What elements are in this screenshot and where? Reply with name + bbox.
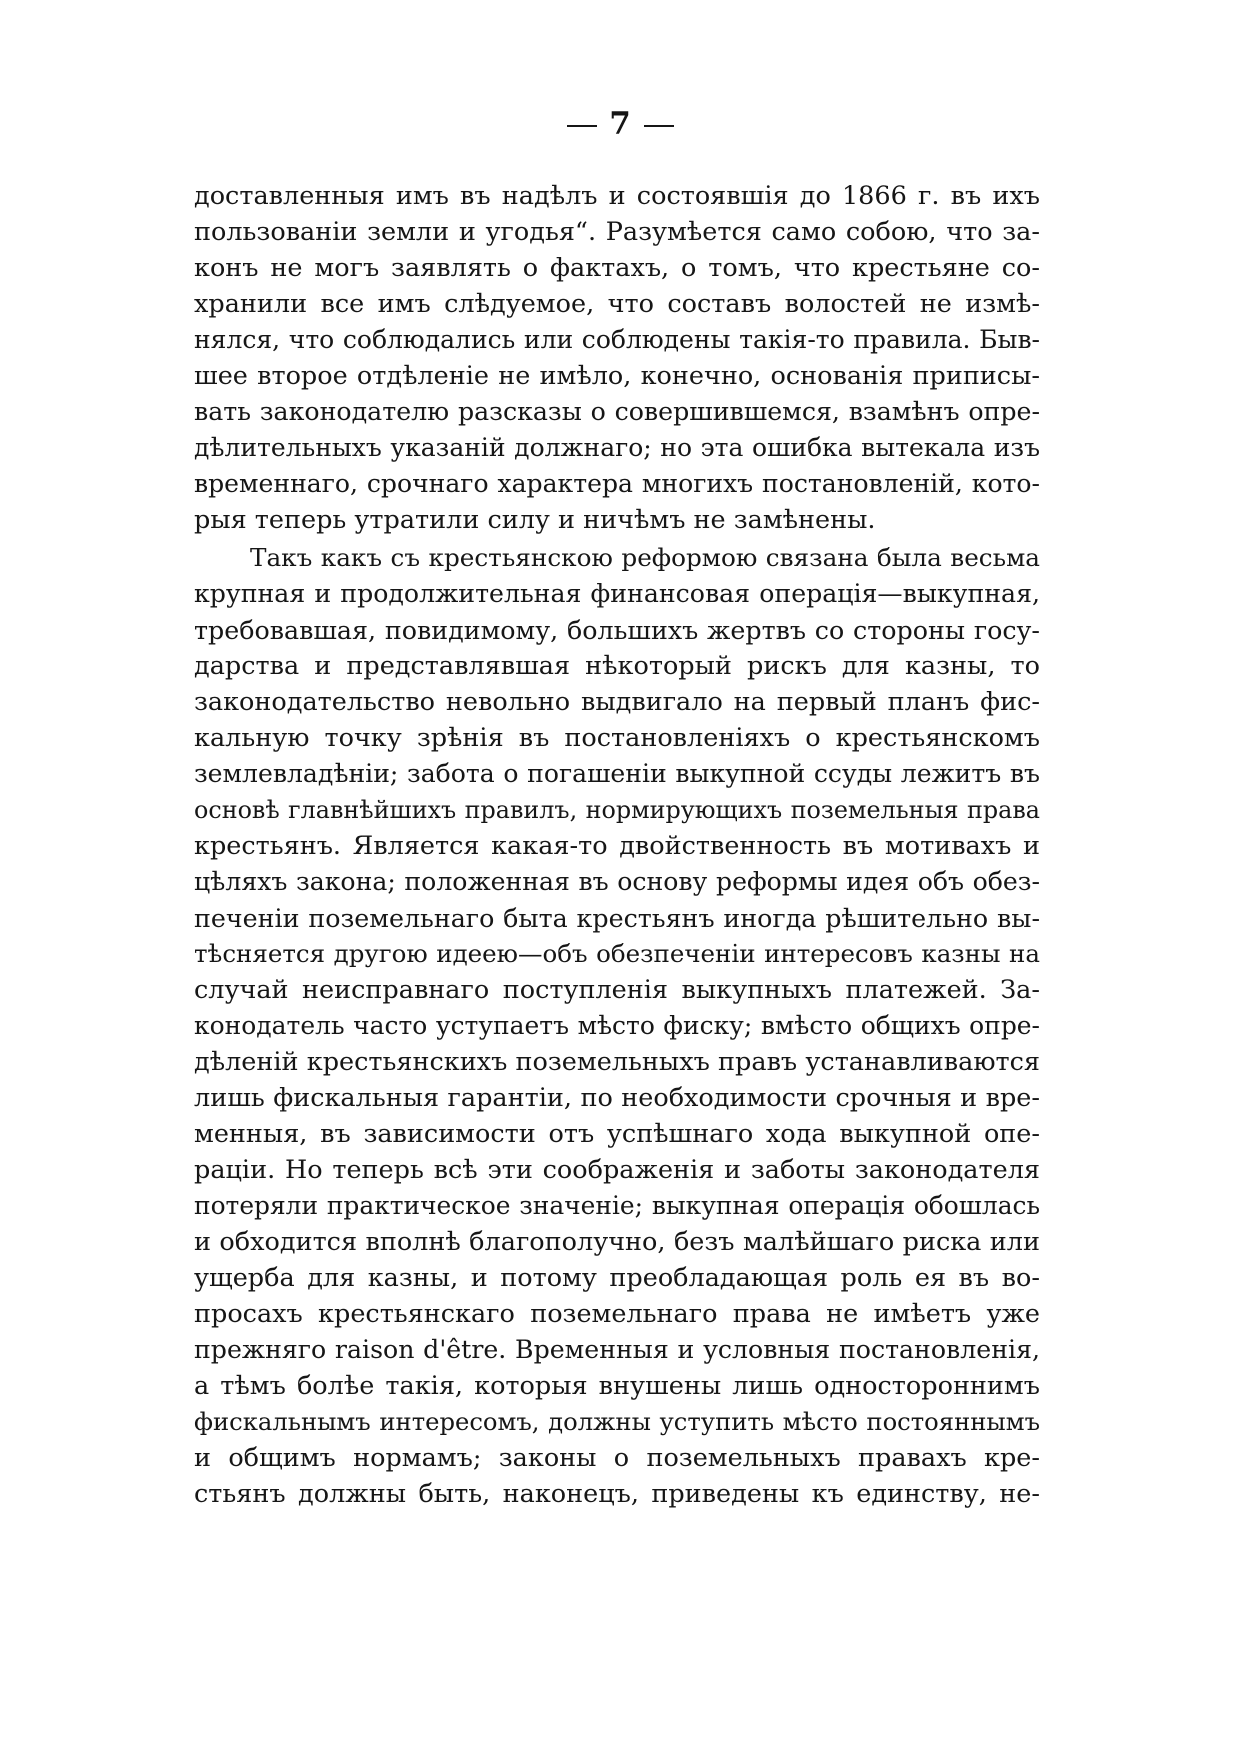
text-line: лишь фискальныя гарантіи, по необходимости срочныя и вре- <box>194 1083 1040 1113</box>
text-line: пользованіи земли и угодья“. Разумѣется само собою, что за- <box>194 217 1040 247</box>
page-number-value: 7 <box>609 106 632 142</box>
text-line: Такъ какъ съ крестьянскою реформою связана была весьма <box>250 543 1040 572</box>
body-text <box>194 178 1040 1512</box>
text-line: законодательство невольно выдвигало на первый планъ фис- <box>194 687 1040 717</box>
text-line: землевладѣніи; забота о погашеніи выкупной ссуды лежитъ въ <box>194 759 1040 788</box>
text-line: конъ не могъ заявлять о фактахъ, о томъ, что крестьяне со- <box>194 253 1040 283</box>
text-line: раціи. Но теперь всѣ эти соображенія и заботы законодателя <box>194 1155 1040 1185</box>
text-line: стьянъ должны быть, наконецъ, приведены къ единству, не- <box>194 1479 1040 1509</box>
paragraph-1 <box>194 178 1040 538</box>
text-line: кальную точку зрѣнія въ постановленіяхъ о крестьянскомъ <box>194 723 1040 753</box>
paragraph-2 <box>194 540 1040 1512</box>
text-line: фискальнымъ интересомъ, должны уступить мѣсто постояннымъ <box>194 1407 1040 1436</box>
text-line: крупная и продолжительная финансовая операція—выкупная, <box>194 579 1040 608</box>
page-number-right-dash <box>644 125 674 127</box>
text-line: и общимъ нормамъ; законы о поземельныхъ правахъ кре- <box>194 1443 1040 1473</box>
text-line: а тѣмъ болѣе такія, которыя внушены лишь одностороннимъ <box>194 1371 1040 1401</box>
text-line: доставленныя имъ въ надѣлъ и состоявшія до 1866 г. въ ихъ <box>194 181 1040 211</box>
text-line: требовавшая, повидимому, большихъ жертвъ со стороны госу- <box>194 615 1040 645</box>
text-line: прежняго raison d'être. Временныя и условныя постановленія, <box>194 1335 1040 1364</box>
text-line: менныя, въ зависимости отъ успѣшнаго хода выкупной опе- <box>194 1119 1040 1149</box>
text-line: конодатель часто уступаетъ мѣсто фиску; вмѣсто общихъ опре- <box>194 1011 1040 1040</box>
text-line: потеряли практическое значеніе; выкупная операція обошлась <box>194 1191 1040 1220</box>
text-line: основѣ главнѣйшихъ правилъ, нормирующихъ поземельныя права <box>194 796 1040 824</box>
text-line: просахъ крестьянскаго поземельнаго права не имѣетъ уже <box>194 1299 1040 1329</box>
text-line: тѣсняется другою идеею—объ обезпеченіи интересовъ казны на <box>194 939 1040 968</box>
text-line: дѣленій крестьянскихъ поземельныхъ правъ устанавливаются <box>194 1047 1040 1077</box>
text-line: временнаго, срочнаго характера многихъ постановленій, кото- <box>194 469 1040 498</box>
page-number-left-dash <box>567 125 597 127</box>
page-number <box>0 104 1241 144</box>
text-line: хранили все имъ слѣдуемое, что составъ волостей не измѣ- <box>194 289 1040 319</box>
text-line: шее второе отдѣленіе не имѣло, конечно, основанія приписы- <box>194 361 1040 391</box>
text-line: рыя теперь утратили силу и ничѣмъ не замѣнены. <box>194 505 876 535</box>
text-line: вать законодателю разсказы о совершившемся, взамѣнъ опре- <box>194 397 1040 426</box>
text-line: крестьянъ. Является какая-то двойственность въ мотивахъ и <box>194 831 1040 861</box>
text-line: печеніи поземельнаго быта крестьянъ иногда рѣшительно вы- <box>194 903 1040 933</box>
text-line: случай неисправнаго поступленія выкупныхъ платежей. За- <box>194 975 1040 1005</box>
text-line: дарства и представлявшая нѣкоторый рискъ для казны, то <box>194 651 1040 681</box>
text-line: цѣляхъ закона; положенная въ основу реформы идея объ обез- <box>194 867 1040 896</box>
text-line: и обходится вполнѣ благополучно, безъ малѣйшаго риска или <box>194 1227 1040 1257</box>
text-line: дѣлительныхъ указаній должнаго; но эта ошибка вытекала изъ <box>194 433 1040 462</box>
text-line: нялся, что соблюдались или соблюдены такія-то правила. Быв- <box>194 325 1040 354</box>
text-line: ущерба для казны, и потому преобладающая роль ея въ во- <box>194 1263 1040 1293</box>
